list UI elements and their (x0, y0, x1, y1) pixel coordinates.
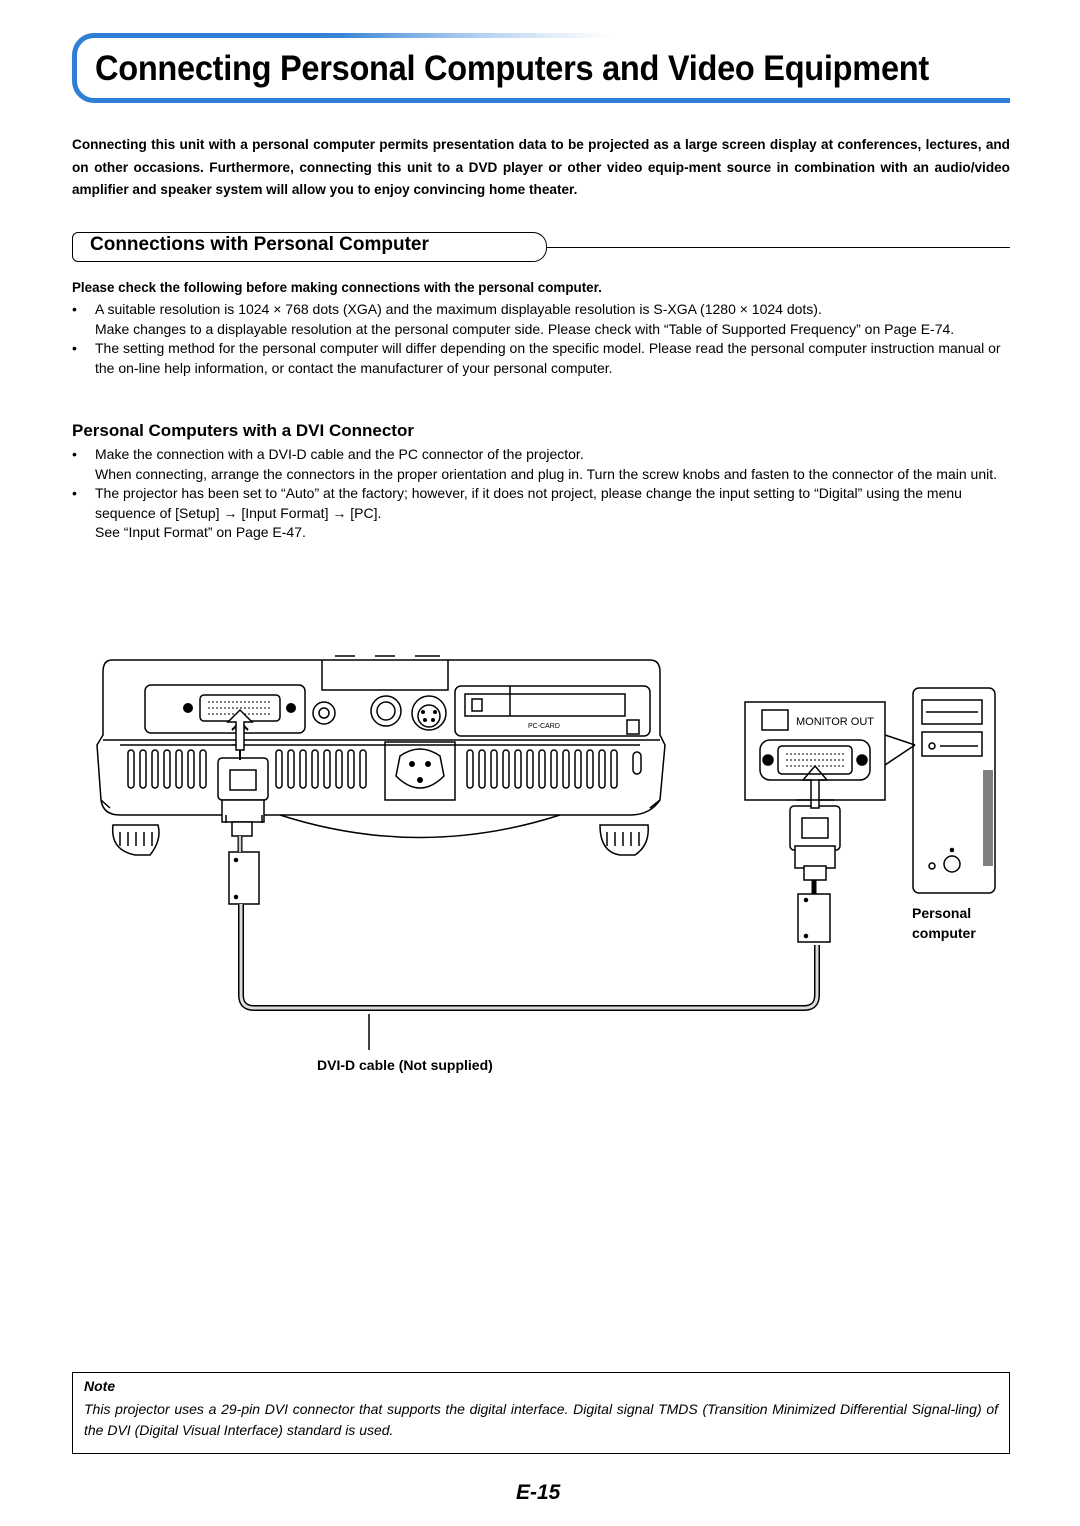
insert-arrow-icon (228, 710, 252, 750)
bullet-text: Make changes to a displayable resolution at the personal computer side. Please check with “Table of Supported Frequency” on Page E-74. (95, 320, 955, 337)
list-item (72, 300, 1010, 339)
connection-diagram (0, 640, 1080, 1080)
list-item (72, 484, 1010, 543)
cable-end-computer (790, 800, 840, 942)
computer-tower-illustration (913, 688, 995, 893)
check-bullet-list (72, 300, 1010, 378)
page-number: E-15 (516, 1481, 561, 1504)
bullet-dot: • (72, 485, 77, 501)
bullet-dot: • (72, 340, 77, 356)
monitor-out-label: MONITOR OUT (796, 716, 875, 728)
bullet-text: When connecting, arrange the connectors in the proper orientation and plug in. Turn the screw knobs and fasten to the connector of the main unit. (95, 465, 998, 482)
page-title: Connecting Personal Computers and Video Equipment (95, 49, 929, 88)
bullet-dot: • (72, 301, 77, 317)
computer-label-line2: computer (912, 925, 976, 941)
bullet-text: Make the connection with a DVI-D cable and the PC connector of the projector. (95, 446, 584, 462)
dvi-cable-line (241, 904, 817, 1008)
note-label: Note (84, 1378, 116, 1394)
list-item (72, 445, 1010, 484)
computer-label-line1: Personal (912, 905, 972, 921)
note-text: This projector uses a 29-pin DVI connector that supports the digital interface. Digital signal TMDS (Transition Minimized Differential Signal-ling) of the DVI (Digital Visual Interface) standard is used. (84, 1401, 998, 1438)
list-item (72, 339, 1010, 378)
subheading: Personal Computers with a DVI Connector (72, 421, 414, 440)
projector-illustration (97, 656, 665, 855)
cable-label: DVI-D cable (Not supplied) (317, 1057, 493, 1073)
pc-card-label: PC-CARD (528, 723, 560, 730)
bullet-text: A suitable resolution is 1024 × 768 dots (XGA) and the maximum displayable resolution is S-XGA (1280 × 1024 dots). (95, 301, 822, 317)
bullet-text: The projector has been set to “Auto” at the factory; however, if it does not project, please change the input setting to “Digital” using the menu sequence of [Setup] → [Input Format] → [PC]. (95, 485, 962, 521)
section-rule (547, 247, 1010, 248)
title-frame-fade (340, 33, 1020, 39)
bullet-text: See “Input Format” on Page E-47. (95, 524, 306, 540)
section-title: Connections with Personal Computer (90, 234, 429, 255)
cable-end-projector (218, 745, 268, 904)
bullet-dot: • (72, 446, 77, 462)
bullet-text: The setting method for the personal computer will differ depending on the specific model. Please read the personal computer instruction manual or the on-line help information, or contact the manufacturer of your personal computer. (95, 340, 1001, 376)
intro-paragraph: Connecting this unit with a personal computer permits presentation data to be projected as a large screen display at conferences, lectures, and on other occasions. Furthermore, connecting this unit to a DVD player or other video equip-ment source in combination with an audio/video amplifier and speaker system will allow you to enjoy convincing home theater. (72, 137, 1010, 197)
check-heading: Please check the following before making connections with the personal computer. (72, 280, 602, 295)
dvi-bullet-list (72, 445, 1010, 543)
insert-arrow-icon (803, 766, 827, 808)
